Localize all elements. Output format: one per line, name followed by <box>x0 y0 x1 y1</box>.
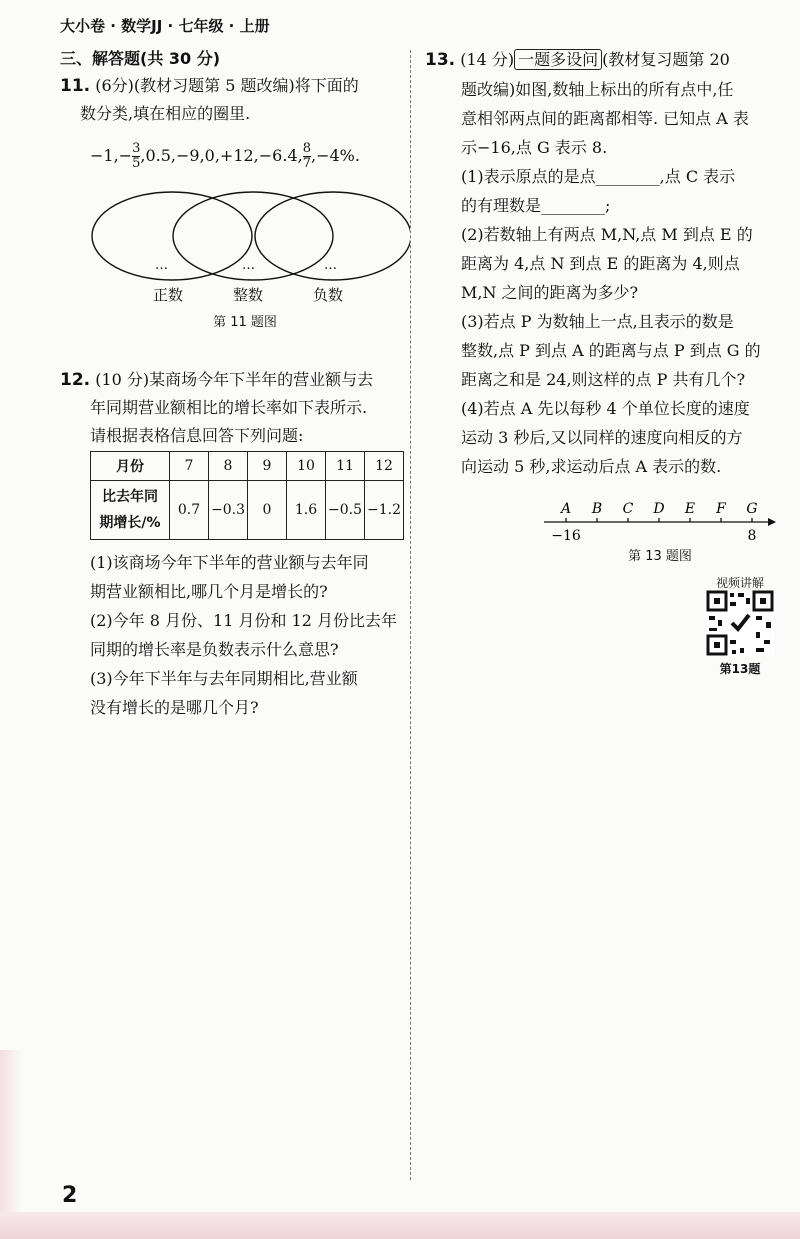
fraction-eight-sevenths <box>303 142 311 171</box>
q13-text <box>425 45 785 481</box>
video-label: 视频讲解 <box>715 576 764 590</box>
table-cell: 1.6 <box>287 481 326 540</box>
axis-point-label: B <box>591 501 603 517</box>
table-header-cell: 8 <box>209 452 248 481</box>
page-number: 2 <box>62 1183 78 1208</box>
axis-point-label: F <box>716 501 726 517</box>
section-title: 三、解答题(共 30 分) <box>60 49 221 68</box>
q13-sub1-line2: 的有理数是________; <box>461 196 611 215</box>
table-header-cell: 月份 <box>91 452 170 481</box>
axis-point-label: C <box>622 501 634 517</box>
figure-13-caption: 第 13 题图 <box>628 549 692 564</box>
q13-line: 题改编)如图,数轴上标出的所有点中,任 <box>461 80 734 99</box>
q13-sub2-line2: 距离为 4,点 N 到点 E 的距离为 4,则点 <box>461 254 740 273</box>
running-header: 大小卷 · 数学JJ · 七年级 · 上册 <box>60 17 270 35</box>
q11-list-middle: ,0.5,−9,0,+12,−6.4, <box>140 146 303 165</box>
row-label-line2: 期增长/% <box>99 515 161 531</box>
table-row <box>91 452 404 481</box>
figure-11-caption: 第 11 题图 <box>213 315 277 330</box>
q13-score: (14 分) <box>460 50 515 69</box>
q11-number: 11. <box>60 76 91 96</box>
q12-questions <box>90 548 408 722</box>
table-header-cell: 10 <box>287 452 326 481</box>
q13-sub3-line3: 距离之和是 24,则这样的点 P 共有几个? <box>461 370 746 389</box>
frac2-denominator: 7 <box>302 156 311 171</box>
axis-point-label: A <box>560 501 572 517</box>
table-cell: −0.5 <box>326 481 365 540</box>
number-line-figure <box>540 496 776 544</box>
table-header-cell: 11 <box>326 452 365 481</box>
qr-question-label: 第13题 <box>719 662 761 676</box>
axis-arrow-icon <box>768 518 776 526</box>
frac1-numerator: 3 <box>132 141 141 156</box>
qr-code-icon[interactable] <box>706 590 774 656</box>
q12-line3: 请根据表格信息回答下列问题: <box>90 426 304 445</box>
axis-point-label: G <box>746 501 758 517</box>
q13-sub3-line2: 整数,点 P 到点 A 的距离与点 P 到点 G 的 <box>461 341 761 360</box>
q13-line: 示−16,点 G 表示 8. <box>461 138 608 157</box>
q13-sub2-line1: (2)若数轴上有两点 M,N,点 M 到点 E 的 <box>461 225 753 244</box>
q13-sub1-line1: (1)表示原点的是点________,点 C 表示 <box>461 167 736 186</box>
frac2-numerator: 8 <box>302 141 311 156</box>
axis-value-right: 8 <box>747 528 757 544</box>
q12-sub3-line2: 没有增长的是哪几个月? <box>90 698 259 717</box>
table-cell: −0.3 <box>209 481 248 540</box>
q11-number-list <box>90 138 410 174</box>
axis-point-label: D <box>653 501 665 517</box>
growth-rate-table <box>90 451 404 540</box>
q13-sub4-line3: 向运动 5 秒,求运动后点 A 表示的数. <box>461 457 722 476</box>
table-cell: 0.7 <box>170 481 209 540</box>
table-cell: −1.2 <box>365 481 404 540</box>
q11-list-end: ,−4%. <box>310 146 360 165</box>
q12-sub2-line1: (2)今年 8 月份、11 月份和 12 月份比去年 <box>90 611 397 630</box>
q12-number: 12. <box>60 370 91 390</box>
frac1-denominator: 5 <box>132 156 141 171</box>
positive-circle <box>92 192 252 280</box>
label-positive: 正数 <box>153 286 184 304</box>
q12-sub1-line2: 期营业额相比,哪几个月是增长的? <box>90 582 328 601</box>
q13-sub2-line3: M,N 之间的距离为多少? <box>461 283 639 302</box>
ellipsis-integer: … <box>242 258 255 273</box>
q11-line2: 数分类,填在相应的圈里. <box>80 104 251 123</box>
q13-line: 意相邻两点间的距离都相等. 已知点 A 表 <box>461 109 749 128</box>
axis-point-label: E <box>684 501 696 517</box>
row-label-line1: 比去年同 <box>102 489 158 505</box>
table-row <box>91 481 404 540</box>
page-edge-tint <box>0 1050 22 1220</box>
q13-sub4-line1: (4)若点 A 先以每秒 4 个单位长度的速度 <box>461 399 750 418</box>
q11-line1: (6分)(教材习题第 5 题改编)将下面的 <box>95 76 359 95</box>
label-integer: 整数 <box>233 286 264 304</box>
q13-sub4-line2: 运动 3 秒后,又以同样的速度向相反的方 <box>461 428 743 447</box>
q12-line2: 年同期营业额相比的增长率如下表所示. <box>90 398 368 417</box>
label-negative: 负数 <box>313 286 344 304</box>
table-header-cell: 9 <box>248 452 287 481</box>
one-question-many-asks-tag: 一题多设问 <box>514 49 602 70</box>
q11-text <box>60 72 405 128</box>
column-divider <box>410 50 411 1180</box>
q13-number: 13. <box>425 50 456 70</box>
q11-list-start: −1,− <box>90 146 133 165</box>
q12-sub1-line1: (1)该商场今年下半年的营业额与去年同 <box>90 553 369 572</box>
axis-ticks <box>559 501 758 522</box>
table-header-cell: 7 <box>170 452 209 481</box>
q12-sub2-line2: 同期的增长率是负数表示什么意思? <box>90 640 339 659</box>
q12-line1: (10 分)某商场今年下半年的营业额与去 <box>95 370 374 389</box>
q13-line1-end: (教材复习题第 20 <box>602 50 730 69</box>
table-cell: 0 <box>248 481 287 540</box>
ellipsis-positive: … <box>155 258 168 273</box>
q12-intro <box>60 366 408 450</box>
q12-sub3-line1: (3)今年下半年与去年同期相比,营业额 <box>90 669 358 688</box>
q13-sub3-line1: (3)若点 P 为数轴上一点,且表示的数是 <box>461 312 734 331</box>
table-row-label <box>91 481 170 540</box>
ellipsis-negative: … <box>324 258 337 273</box>
axis-value-left: −16 <box>551 528 581 544</box>
table-header-cell: 12 <box>365 452 404 481</box>
bottom-band <box>0 1212 800 1239</box>
